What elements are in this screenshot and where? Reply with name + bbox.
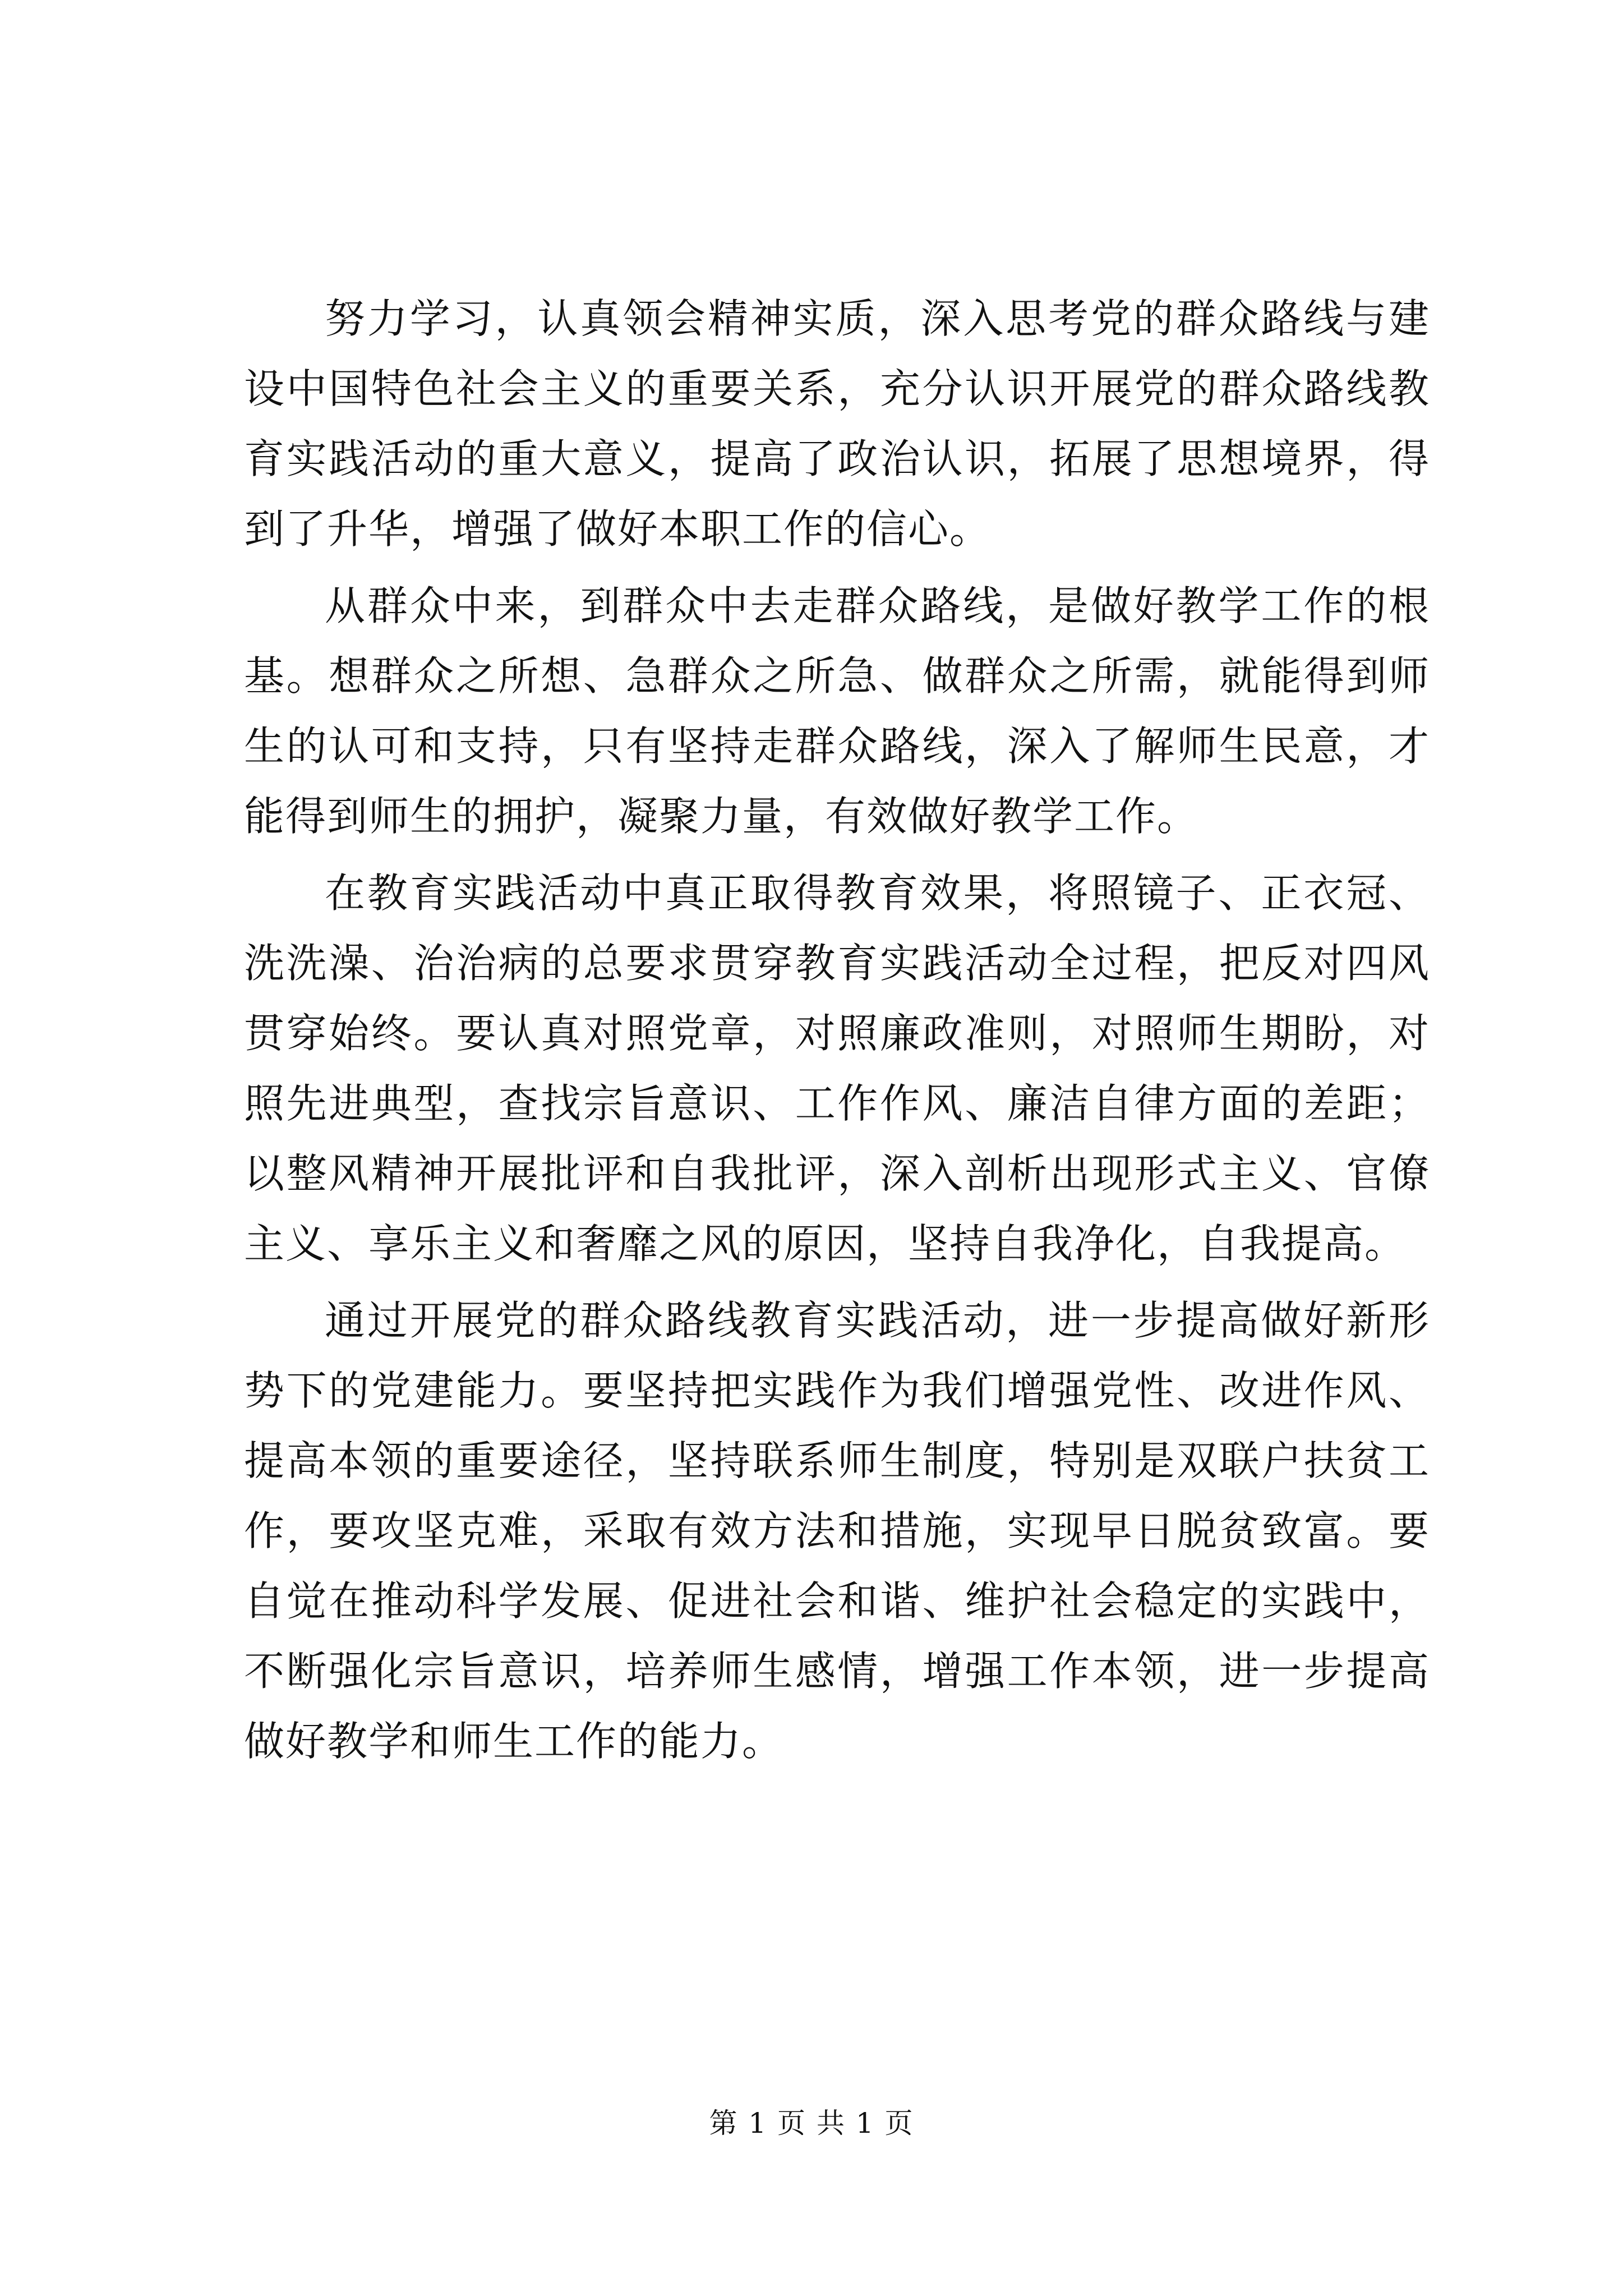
paragraph-2: 从群众中来，到群众中去走群众路线，是做好教学工作的根基。想群众之所想、急群众之所急、做群众之所需，就能得到师生的认可和支持，只有坚持走群众路线，深入了解师生民意，才能得到师生的拥护，凝聚力量，有效做好教学工作。 <box>244 582 1430 840</box>
paragraph-3: 在教育实践活动中真正取得教育效果，将照镜子、正衣冠、洗洗澡、治治病的总要求贯穿教育实践活动全过程，把反对四风贯穿始终。要认真对照党章，对照廉政准则，对照师生期盼，对照先进典型，查找宗旨意识、工作作风、廉洁自律方面的差距；以整风精神开展批评和自我批评，深入剖析出现形式主义、官僚主义、享乐主义和奢靡之风的原因，坚持自我净化，自我提高。 <box>244 869 1430 1267</box>
document-body <box>244 284 1430 1783</box>
page-number-footer: 第 1 页 共 1 页 <box>709 2107 914 2139</box>
paragraph-1: 努力学习，认真领会精神实质，深入思考党的群众路线与建设中国特色社会主义的重要关系，充分认识开展党的群众路线教育实践活动的重大意义，提高了政治认识，拓展了思想境界，得到了升华，增强了做好本职工作的信心。 <box>244 295 1430 553</box>
paragraph-4: 通过开展党的群众路线教育实践活动，进一步提高做好新形势下的党建能力。要坚持把实践作为我们增强党性、改进作风、提高本领的重要途径，坚持联系师生制度，特别是双联户扶贫工作，要攻坚克难，采取有效方法和措施，实现早日脱贫致富。要自觉在推动科学发展、促进社会和谐、维护社会稳定的实践中，不断强化宗旨意识，培养师生感情，增强工作本领，进一步提高做好教学和师生工作的能力。 <box>244 1297 1430 1765</box>
